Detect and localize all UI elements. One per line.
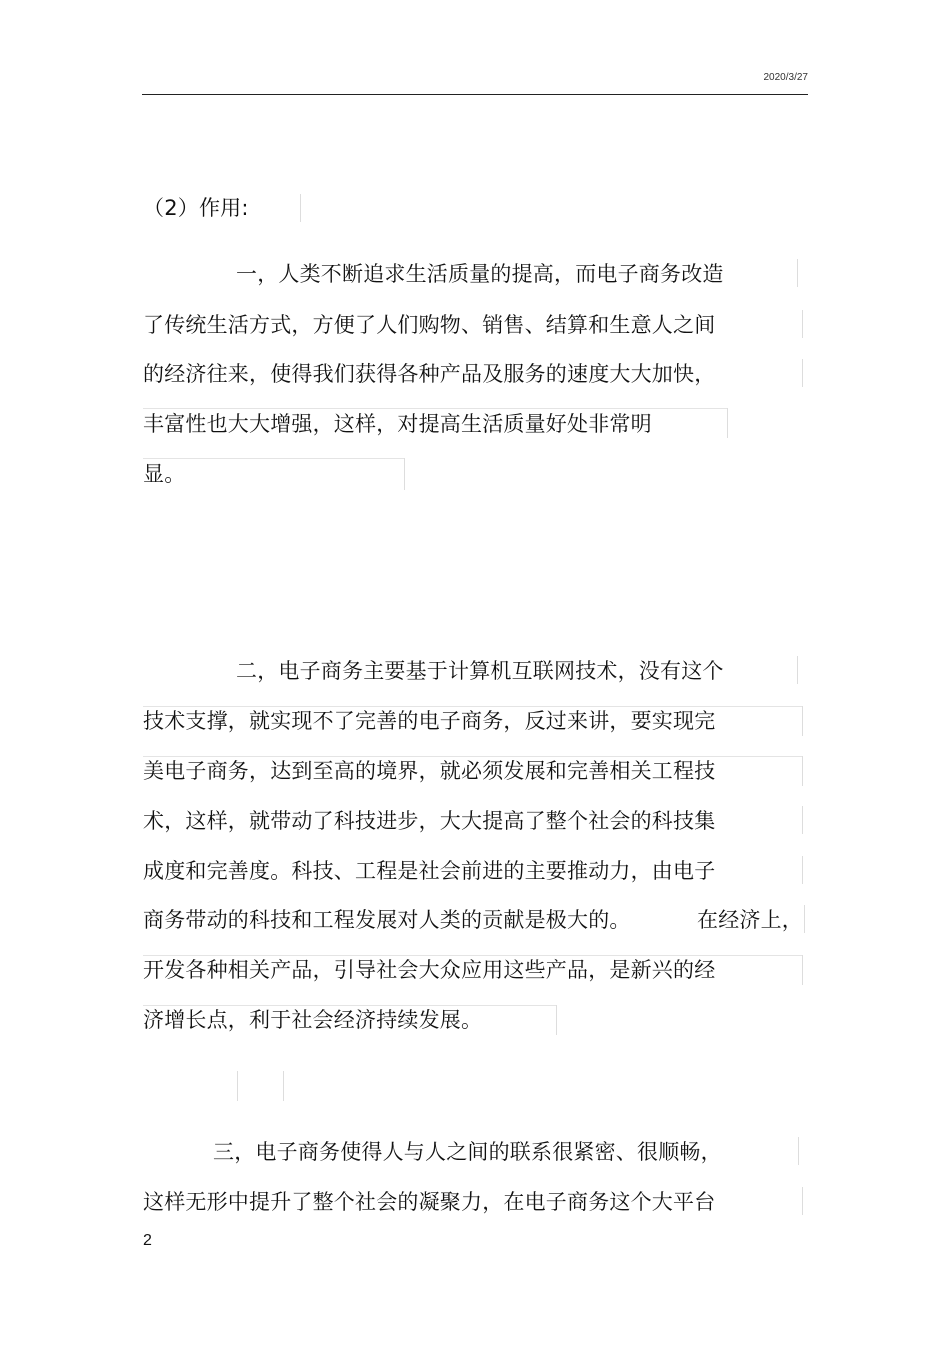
artifact-mark: [804, 905, 805, 933]
header-date: 2020/3/27: [763, 72, 808, 83]
paragraph-line: 术，这样，就带动了科技进步，大大提高了整个社会的科技集: [143, 809, 716, 833]
artifact-mark: [802, 756, 803, 786]
paragraph-line: 一，人类不断追求生活质量的提高，而电子商务改造: [236, 262, 724, 286]
artifact-mark: [143, 408, 728, 409]
paragraph-line: 丰富性也大大增强，这样，对提高生活质量好处非常明: [143, 412, 652, 436]
artifact-mark: [283, 1071, 284, 1101]
artifact-mark: [237, 1071, 238, 1101]
artifact-mark: [802, 955, 803, 985]
paragraph-line: 二，电子商务主要基于计算机互联网技术，没有这个: [236, 659, 724, 683]
paragraph-line: 商务带动的科技和工程发展对人类的贡献是极大的。: [143, 908, 631, 932]
paragraph-line: 在经济上，: [697, 908, 803, 932]
paragraph-line: 开发各种相关产品，引导社会大众应用这些产品，是新兴的经: [143, 958, 716, 982]
artifact-mark: [802, 856, 803, 884]
artifact-mark: [797, 656, 798, 684]
paragraph-line: 这样无形中提升了整个社会的凝聚力，在电子商务这个大平台: [143, 1190, 716, 1214]
artifact-mark: [300, 194, 301, 222]
paragraph-line: 济增长点，利于社会经济持续发展。: [143, 1008, 483, 1032]
artifact-mark: [143, 756, 803, 757]
paragraph-line: 技术支撑，就实现不了完善的电子商务，反过来讲，要实现完: [143, 709, 716, 733]
artifact-mark: [802, 806, 803, 834]
paragraph-line: 三，电子商务使得人与人之间的联系很紧密、很顺畅，: [213, 1140, 722, 1164]
artifact-mark: [802, 359, 803, 387]
paragraph-line: 美电子商务，达到至高的境界，就必须发展和完善相关工程技: [143, 759, 716, 783]
paragraph-line: 显。: [143, 462, 186, 486]
paragraph-line: 的经济往来，使得我们获得各种产品及服务的速度大大加快，: [143, 362, 716, 386]
artifact-mark: [143, 1005, 557, 1006]
artifact-mark: [797, 259, 798, 287]
artifact-mark: [143, 458, 405, 459]
section-heading: （2）作用:: [143, 196, 249, 220]
artifact-mark: [404, 458, 405, 490]
artifact-mark: [802, 706, 803, 736]
artifact-mark: [802, 310, 803, 338]
header-rule: [142, 94, 808, 95]
artifact-mark: [802, 1187, 803, 1215]
artifact-mark: [143, 955, 803, 956]
artifact-mark: [556, 1005, 557, 1035]
paragraph-line: 了传统生活方式，方便了人们购物、销售、结算和生意人之间: [143, 313, 716, 337]
artifact-mark: [798, 1137, 799, 1165]
artifact-mark: [143, 706, 803, 707]
paragraph-line: 成度和完善度。科技、工程是社会前进的主要推动力，由电子: [143, 859, 716, 883]
artifact-mark: [727, 408, 728, 438]
page-number: 2: [143, 1232, 152, 1249]
